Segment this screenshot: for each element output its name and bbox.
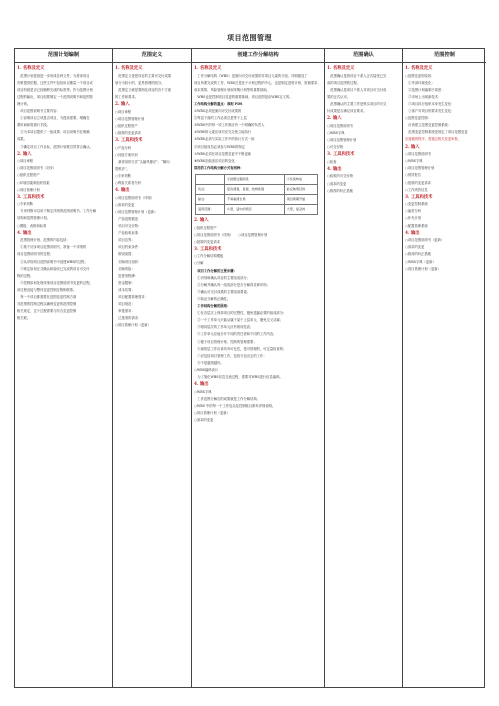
section-heading: 1. 名称及定义 bbox=[115, 66, 143, 71]
text-line: ○可交付物 bbox=[327, 145, 344, 150]
text-line: ○检查 bbox=[327, 159, 337, 164]
text-line: ③WBS中的每一项工作都应有一个明确的负责人 bbox=[194, 123, 265, 128]
section-heading: 3. 工具和技术 bbox=[17, 194, 45, 200]
text-line: 范围定义就是要细化项目的各个方面 bbox=[115, 87, 172, 92]
text-line: 物的过程； bbox=[17, 273, 34, 278]
section-heading: 4. 输出 bbox=[17, 230, 32, 236]
section-heading: 2. 输入 bbox=[327, 116, 342, 122]
text-line: ○WBS字典 bbox=[327, 130, 345, 135]
text-line: ○利害关系者分析 bbox=[115, 181, 141, 185]
text-line: ○项目管理计划 bbox=[17, 187, 40, 192]
text-line: ③确定项目工作目标，范围计划要自然带合确认。 bbox=[17, 144, 93, 149]
text-line: 初始风险： bbox=[115, 266, 135, 271]
section-heading: 4. 输出 bbox=[327, 166, 342, 172]
text-line: ④工作单元应能分开不同的责任者和不同的工作内容； bbox=[194, 332, 277, 337]
text-line: 对范围的控制过程以确保变更的范围控制 bbox=[17, 302, 77, 307]
text-line: ⑦应包括项目管理工作，包括分包出去的工作； bbox=[194, 353, 267, 358]
text-line: 应遵循的程序，需通过相关变更审批。 bbox=[405, 137, 462, 142]
text-line: ○请求的变更 bbox=[405, 245, 425, 250]
text-line: ○请求的变更 bbox=[327, 181, 347, 186]
column-scope-planning bbox=[15, 49, 113, 687]
text-line: 项目范围说明书主要内容： bbox=[17, 109, 60, 114]
text-line: 范围计划是指进一步形成各种文件，为将来项目 bbox=[17, 73, 90, 78]
text-line: ○项目范围说明书（详细） bbox=[115, 195, 155, 200]
text-line: 思维法”。 bbox=[115, 166, 130, 171]
text-line: ○项目范围说明书（更新） bbox=[405, 238, 445, 243]
text-line: ⑤便于项目管理计划、控制的管理需要； bbox=[194, 339, 257, 344]
text-line: ○专家判断 bbox=[115, 173, 132, 178]
text-line: 项目边界： bbox=[115, 238, 135, 243]
text-line: ○范围变更控制： bbox=[405, 116, 431, 121]
text-line: 已批准的请求： bbox=[115, 316, 142, 321]
section-heading: 3. 工具和技术 bbox=[327, 152, 355, 158]
text-line: ④项目执行组织本身发生变化： bbox=[405, 101, 455, 106]
section-heading: 4. 输出 bbox=[405, 230, 420, 236]
text-line: 最常用的方法“头脑风暴法”、“横向 bbox=[115, 159, 170, 164]
table-cell: 适用范围： bbox=[196, 204, 225, 214]
column-scope-control bbox=[403, 49, 486, 687]
process-table bbox=[14, 48, 485, 688]
text-line: ③确认可交付成果的主要组成要素； bbox=[194, 289, 251, 294]
text-line: 范围管理计划、范围的内容包括： bbox=[17, 238, 70, 243]
text-line: 果的正式认可。 bbox=[327, 94, 351, 99]
text-line: ○请求的变更 bbox=[194, 418, 214, 423]
text-line: ○模板、表格和标准 bbox=[17, 223, 47, 228]
text-line: ○组织过程资产 bbox=[17, 173, 40, 178]
text-line: ①外部环境变化： bbox=[405, 80, 435, 85]
text-line: ⑦WBS必须在项目范围变更中不断更新 bbox=[194, 151, 252, 156]
text-line: ①说明项目立项是否项目，为提高需要，增确在 bbox=[17, 116, 90, 121]
text-line: ○项目范围说明书 bbox=[405, 152, 431, 157]
text-line: ○项目范围说明书 bbox=[327, 123, 353, 128]
text-line: 范围确认的主要工作是核实项目的可交 bbox=[327, 101, 387, 106]
text-line: ○项目管理计划（更新） bbox=[115, 323, 151, 328]
text-line: 相关规定，这个过程需要与综合变更控制 bbox=[17, 309, 77, 314]
text-line: ○项目范围管理计划（更新） bbox=[115, 209, 158, 214]
text-line: 应该建立范围变更控制系统： bbox=[405, 123, 452, 128]
text-line: ○批准的变更请求 bbox=[405, 180, 431, 185]
text-line: 结构和范围管理计划。 bbox=[17, 216, 50, 221]
text-line: ○WBS字典 bbox=[194, 389, 212, 394]
column-heading: 范围控制 bbox=[403, 49, 486, 63]
text-line: ○偏差分析 bbox=[405, 209, 422, 214]
text-line: ②范围计划编制不周密： bbox=[405, 87, 445, 92]
text-line: 成果。 bbox=[17, 137, 27, 142]
document-title: 项目范围管理 bbox=[227, 33, 272, 42]
section-heading: 3. 工具和技术 bbox=[115, 137, 143, 143]
table-cell: 缺点： bbox=[196, 194, 225, 204]
section-heading: 1. 名称及定义 bbox=[17, 66, 45, 71]
text-line: 项目范围说明书的过程； bbox=[17, 252, 54, 257]
column-heading: 范围确认 bbox=[325, 49, 402, 63]
text-line: 付成果是否满足项目要求。 bbox=[327, 109, 367, 114]
text-line: 过程的输出，项目组要制定一个范围说明书和范围管 bbox=[17, 94, 93, 99]
text-line: ⑤客户对项目的要求发生变化： bbox=[405, 109, 455, 114]
table-row bbox=[196, 184, 318, 194]
text-line: ○项目范围管理计划 bbox=[115, 116, 145, 121]
section-heading: 2. 输入 bbox=[17, 151, 32, 157]
text-line: ○WBS编码设计 bbox=[194, 367, 219, 372]
text-line: ○组织过程资产 bbox=[194, 225, 217, 230]
text-line: 进度里程碑： bbox=[115, 273, 139, 278]
text-line: ④控制如何处理详细项目范围说明书变更的过程， bbox=[17, 280, 93, 285]
text-line: ○推荐的纠正措施 bbox=[327, 188, 353, 193]
section-heading: 2. 输入 bbox=[115, 101, 130, 107]
text-line: 范围确认是项目干系人对项目可交付成 bbox=[327, 87, 387, 92]
text-line: 审批需求： bbox=[115, 309, 135, 314]
text-line: ○工作分解结构模板 bbox=[194, 254, 224, 259]
column-body bbox=[403, 63, 486, 273]
text-line: ②为本项目提供了一组成果：项目说明书在明确 bbox=[17, 130, 90, 135]
text-line: 工作结构分解的原则： bbox=[194, 304, 231, 309]
text-line: WBS也是控制项目变更的重要基础，项目范围是由WBS定义的。 bbox=[194, 94, 293, 99]
text-line: 成本预算、风险管理计划和采购计划等的重要基础。 bbox=[194, 87, 270, 92]
text-line: ○推荐的纠正措施 bbox=[405, 252, 431, 257]
text-line: ○工作绩效信息 bbox=[405, 187, 428, 192]
text-line: 工作范围分解后的成果就是工作分解结构。 bbox=[194, 396, 260, 401]
text-line: ④WBS的元素应该对应完全独立地执行 bbox=[194, 130, 252, 135]
column-scope-verification bbox=[325, 49, 403, 687]
table-cell: 层次清楚，直观，结构性强 bbox=[224, 184, 284, 194]
text-line: 项目规范： bbox=[115, 302, 135, 307]
text-line: 成本估算： bbox=[115, 287, 135, 292]
text-line: ⑧WBS应能适应项目的变化 bbox=[194, 158, 235, 163]
section-heading: 1. 名称及定义 bbox=[194, 66, 222, 71]
text-line: 项目配置管理需求： bbox=[115, 295, 148, 299]
text-line: 产品范围描述： bbox=[115, 216, 142, 221]
section-heading: 1. 名称及定义 bbox=[405, 66, 433, 71]
text-line: 工作结构分解的重点：准则 PDS bbox=[194, 101, 243, 106]
text-line: ⑥项目组成员必须参与WBS的制定 bbox=[194, 144, 245, 149]
text-line: ③规定如何正式确认和验收已完成的项目可交付 bbox=[17, 266, 90, 271]
text-line: 每一个项目都需要在范围变更控制方面 bbox=[17, 295, 77, 299]
text-line: 成的项目范围的过程。 bbox=[327, 80, 360, 85]
text-line: 产品验收标准： bbox=[115, 231, 142, 236]
table-cell: ②系统构成 bbox=[284, 174, 317, 184]
text-line: ②每层下面的工作必须总是等于上层 bbox=[194, 116, 247, 121]
text-line: 理计划。 bbox=[17, 101, 31, 106]
section-heading: 4. 输出 bbox=[194, 382, 209, 388]
table-cell: 不易看清全局 bbox=[224, 194, 284, 204]
text-line: 决策提供依据，这些文件中包括用以衡量一个项目或 bbox=[17, 80, 93, 85]
text-line: ○环境因素和组织因素 bbox=[17, 180, 50, 185]
text-line: ○产品分析 bbox=[115, 145, 132, 150]
text-line: ○WBS字典 bbox=[405, 159, 423, 164]
text-line: ①在各层次上保持项目的完整性，避免遗漏必要的组成部分； bbox=[194, 311, 287, 316]
column-heading: 范围计划编制 bbox=[15, 49, 112, 63]
text-line: ②一个工作单元只能从属于某个上层单元，避免交叉从属； bbox=[194, 318, 284, 323]
section-heading: 4. 输出 bbox=[115, 188, 130, 194]
text-line: ○项目章程 bbox=[17, 159, 34, 164]
column-heading: 范围定义 bbox=[113, 49, 191, 63]
text-line: ④验证分解的正确性。 bbox=[194, 296, 231, 301]
column-body bbox=[15, 63, 112, 322]
table-cell: 能反映项目的 bbox=[284, 184, 317, 194]
text-line: 初始项目组织： bbox=[115, 259, 142, 264]
text-line: 项目可交付物： bbox=[115, 224, 142, 229]
text-line: 相关联。 bbox=[17, 316, 31, 321]
text-line: 为了简化WBS信息交流过程，需要对WBS进行信息编码。 bbox=[194, 374, 283, 379]
text-line: 的工作和要求。 bbox=[115, 94, 139, 99]
column-body bbox=[113, 63, 191, 329]
section-heading: 1. 名称及定义 bbox=[327, 66, 355, 71]
text-line: ⑤WBS必须与实际工作中的执行方式一致 bbox=[194, 137, 255, 142]
section-heading: 2. 输入 bbox=[405, 144, 420, 150]
section-heading: 2. 输入 bbox=[194, 217, 209, 223]
text-line: ②分解并确认每一组成部分是否分解得足够详细； bbox=[194, 282, 270, 287]
text-line: ①基于初步项目范围说明书，准备一个详细的 bbox=[17, 245, 87, 250]
text-line: 项目工作分解的主要步骤： bbox=[194, 268, 237, 273]
text-line: ○其他方案识别 bbox=[115, 152, 138, 157]
text-line: ○分解 bbox=[194, 261, 204, 266]
table-cell: ①按照过程阶段 bbox=[224, 174, 284, 184]
section-heading: 3. 工具和技术 bbox=[194, 246, 222, 252]
text-line: ○范围变更的原因： bbox=[405, 73, 435, 78]
text-line: ○项目章程 bbox=[115, 109, 132, 114]
text-line: 项目所要完成的工作，WBS总是处于计划过程的中心，也是制定进度计划、资源需求、 bbox=[194, 80, 321, 85]
text-line: 假设前提： bbox=[115, 252, 135, 257]
text-line: ①识别和确认项目的主要组成部分； bbox=[194, 275, 251, 280]
text-line: 项目阶段是否已经顺利完成的标准等。作为范围计划 bbox=[17, 87, 93, 92]
text-line: 要时间和资源行手段。 bbox=[17, 123, 50, 128]
text-line: ○WBS字典（更新） bbox=[405, 259, 436, 264]
text-line: ③市场上出现新技术： bbox=[405, 94, 442, 99]
text-line: 专家判断可以用于制定详细的范围说明书。工作分解 bbox=[17, 209, 97, 214]
text-line: ○项目范围说明书（初步） bbox=[17, 166, 57, 171]
text-line: ○项目范围说明书（详细） ○项目范围管理计划 bbox=[194, 232, 268, 237]
table-row bbox=[196, 204, 318, 214]
column-heading: 创建工作分解结构 bbox=[192, 49, 324, 63]
text-line: ○绩效报告 bbox=[405, 173, 422, 178]
text-line: ○请求的变更 bbox=[115, 202, 135, 207]
text-line: ○项目管理计划（更新） bbox=[405, 266, 441, 271]
text-line: ②从详细项目范围说明书中创建WBS的过程； bbox=[17, 259, 88, 264]
text-line: ○项目管理计划（更新） bbox=[194, 410, 230, 415]
column-scope-definition bbox=[113, 49, 192, 687]
text-line: ⑥最底层工作应该具有可比性，是可管理的，可定量检查的； bbox=[194, 346, 287, 351]
text-line: ○验收的可交付物 bbox=[327, 174, 353, 179]
text-line: 该过程直接与整体变更控制过程相联系。 bbox=[17, 287, 77, 292]
text-line: 资金限制： bbox=[115, 280, 135, 285]
table-cell: 优点： bbox=[196, 184, 225, 194]
table-row bbox=[196, 194, 318, 204]
text-line: ①WBS必须是面向可交付成果的 bbox=[194, 109, 242, 114]
text-line: ○项目范围管理计划 bbox=[327, 137, 357, 142]
text-line: ○补充计划 bbox=[405, 216, 422, 221]
column-create-wbs bbox=[192, 49, 325, 687]
text-line: ○批准的变更请求 bbox=[115, 130, 141, 135]
text-line: 划分为较小的、更易管理的组分。 bbox=[115, 80, 165, 85]
text-line: ○批准的变更请求 bbox=[194, 239, 220, 244]
table-caption: 常用的工作结构分解方式有两种： bbox=[194, 165, 244, 170]
text-line: ○变更控制系统 bbox=[405, 202, 428, 207]
column-body bbox=[192, 63, 324, 424]
text-line: 范围定义是把项目的主要可交付成果 bbox=[115, 73, 172, 78]
table-cell: 小型，适中的项目 bbox=[224, 204, 284, 214]
table-row bbox=[196, 174, 318, 184]
text-line: 范围确认是指项目干系人正式接受已完 bbox=[327, 73, 387, 78]
text-line: ○项目范围管理计划 bbox=[405, 166, 435, 171]
table-cell: 大型，复杂的 bbox=[284, 204, 317, 214]
column-body bbox=[325, 63, 402, 195]
decomposition-comparison-table bbox=[195, 174, 318, 215]
text-line: ○配置管理系统 bbox=[405, 223, 428, 228]
text-line: ③相同层次的工作单元应有相同性质； bbox=[194, 325, 254, 330]
text-line: 项目约束条件： bbox=[115, 245, 142, 250]
section-heading: 3. 工具和技术 bbox=[405, 194, 433, 200]
text-line: ○组织过程资产 bbox=[115, 123, 138, 128]
text-line: ○WBS 中的每一个工作包以及控制账目都有详细说明。 bbox=[194, 403, 276, 408]
text-line: 范围变更控制系统是规定了项目范围变更 bbox=[405, 130, 468, 135]
text-line: ⑧不是越细越好。 bbox=[194, 360, 224, 365]
table-cell: 项目周期开始 bbox=[284, 194, 317, 204]
text-line: 工作分解结构（WBS）是面向可交付成果的对项目元素的分组，详细描述了 bbox=[194, 73, 308, 78]
text-line: ○专家判断 bbox=[17, 202, 34, 207]
